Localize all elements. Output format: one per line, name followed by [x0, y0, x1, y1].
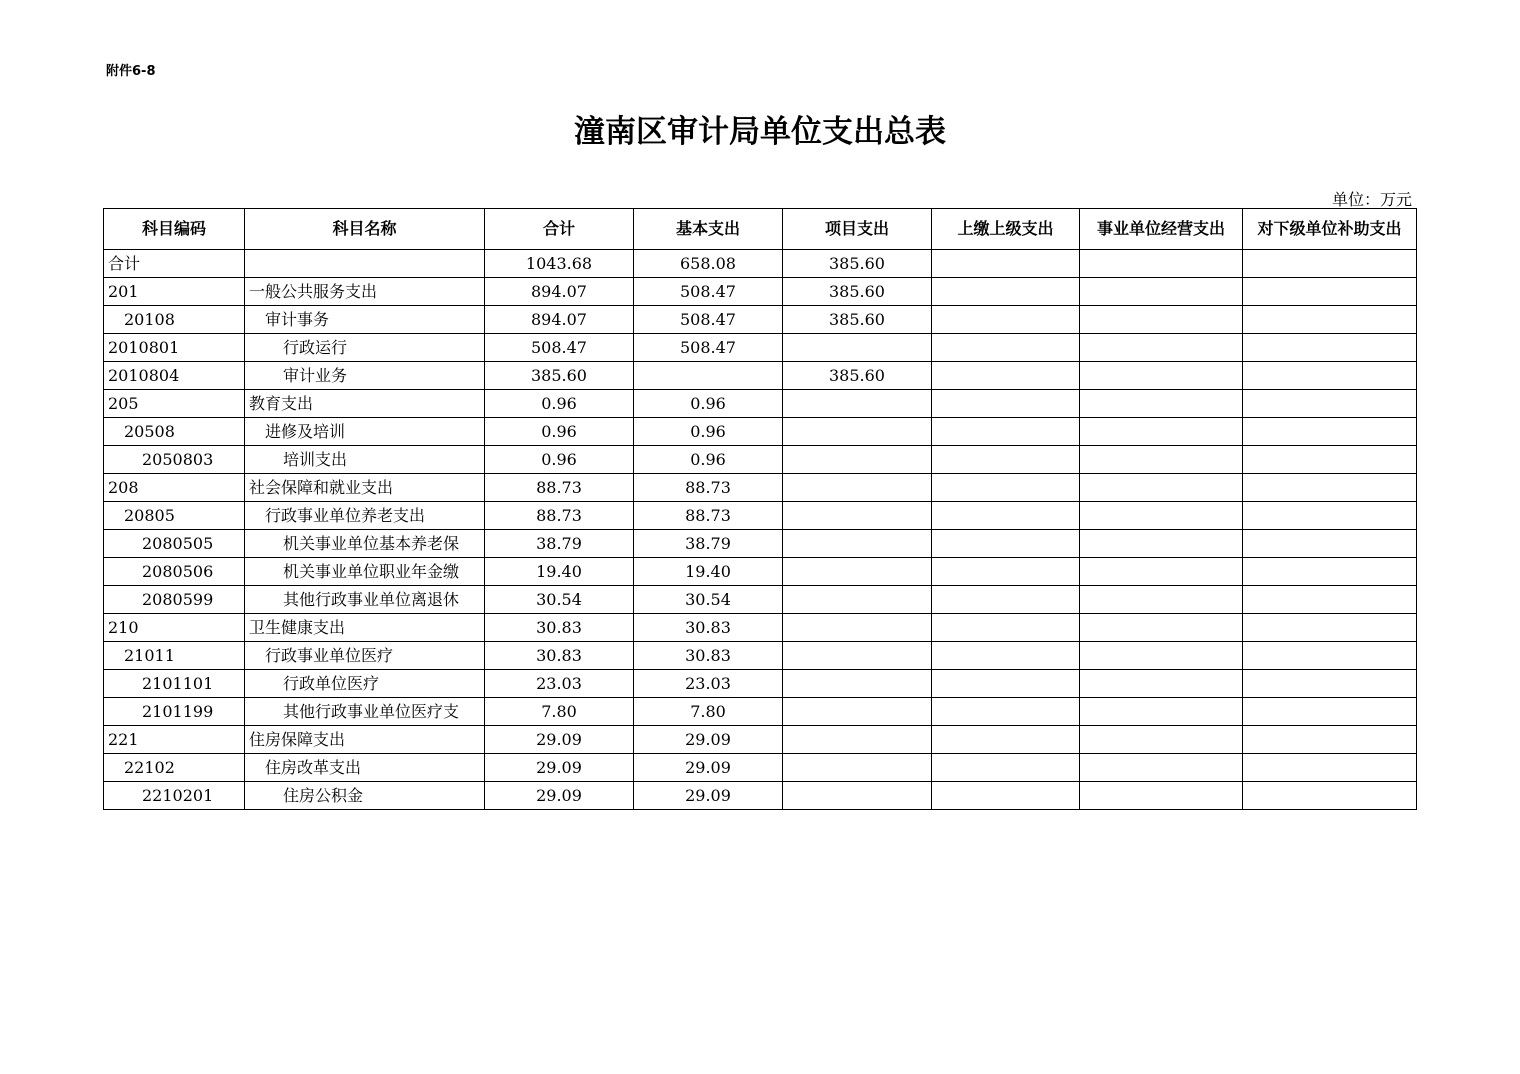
- table-row: [104, 390, 1417, 418]
- cell-total: 385.60: [485, 362, 634, 390]
- cell-upper: [932, 362, 1080, 390]
- table-row: [104, 670, 1417, 698]
- table-row: [104, 250, 1417, 278]
- cell-upper: [932, 390, 1080, 418]
- cell-business: [1080, 278, 1243, 306]
- cell-basic: 29.09: [634, 754, 783, 782]
- cell-basic: 23.03: [634, 670, 783, 698]
- table-row: [104, 306, 1417, 334]
- cell-name: 卫生健康支出: [245, 614, 485, 642]
- cell-basic: 7.80: [634, 698, 783, 726]
- cell-upper: [932, 306, 1080, 334]
- cell-upper: [932, 334, 1080, 362]
- cell-upper: [932, 642, 1080, 670]
- cell-project: [783, 726, 932, 754]
- cell-upper: [932, 250, 1080, 278]
- cell-lower: [1243, 586, 1417, 614]
- cell-total: 30.83: [485, 642, 634, 670]
- cell-upper: [932, 586, 1080, 614]
- header-basic: 基本支出: [634, 209, 783, 250]
- cell-code: 20508: [104, 418, 245, 446]
- cell-lower: [1243, 446, 1417, 474]
- cell-total: 7.80: [485, 698, 634, 726]
- unit-label: 单位：万元: [1331, 190, 1412, 209]
- cell-upper: [932, 754, 1080, 782]
- header-code: 科目编码: [104, 209, 245, 250]
- table-row: [104, 754, 1417, 782]
- cell-lower: [1243, 278, 1417, 306]
- attachment-label: 附件6-8: [106, 64, 156, 79]
- cell-total: 29.09: [485, 726, 634, 754]
- cell-total: 0.96: [485, 446, 634, 474]
- cell-upper: [932, 278, 1080, 306]
- cell-name: 培训支出: [245, 446, 485, 474]
- cell-business: [1080, 698, 1243, 726]
- cell-basic: 508.47: [634, 334, 783, 362]
- cell-code: 2080599: [104, 586, 245, 614]
- cell-business: [1080, 418, 1243, 446]
- cell-name: 机关事业单位基本养老保: [245, 530, 485, 558]
- cell-code: 2101199: [104, 698, 245, 726]
- cell-project: [783, 698, 932, 726]
- cell-total: 19.40: [485, 558, 634, 586]
- cell-project: [783, 642, 932, 670]
- header-lower: 对下级单位补助支出: [1243, 209, 1417, 250]
- cell-name: 其他行政事业单位医疗支: [245, 698, 485, 726]
- cell-upper: [932, 782, 1080, 810]
- cell-business: [1080, 390, 1243, 418]
- header-upper: 上缴上级支出: [932, 209, 1080, 250]
- cell-total: 29.09: [485, 782, 634, 810]
- cell-code: 2010801: [104, 334, 245, 362]
- cell-basic: 508.47: [634, 306, 783, 334]
- cell-business: [1080, 306, 1243, 334]
- cell-code: 2101101: [104, 670, 245, 698]
- cell-lower: [1243, 670, 1417, 698]
- cell-project: [783, 586, 932, 614]
- cell-basic: 19.40: [634, 558, 783, 586]
- cell-business: [1080, 670, 1243, 698]
- cell-lower: [1243, 698, 1417, 726]
- cell-basic: 38.79: [634, 530, 783, 558]
- table-row: [104, 586, 1417, 614]
- cell-code: 208: [104, 474, 245, 502]
- cell-lower: [1243, 642, 1417, 670]
- cell-basic: 30.54: [634, 586, 783, 614]
- cell-basic: 29.09: [634, 782, 783, 810]
- cell-basic: 0.96: [634, 390, 783, 418]
- cell-name: 审计业务: [245, 362, 485, 390]
- cell-lower: [1243, 530, 1417, 558]
- cell-code: 20108: [104, 306, 245, 334]
- cell-basic: 30.83: [634, 642, 783, 670]
- table-row: [104, 446, 1417, 474]
- cell-lower: [1243, 306, 1417, 334]
- cell-lower: [1243, 334, 1417, 362]
- cell-project: [783, 418, 932, 446]
- cell-total: 30.83: [485, 614, 634, 642]
- cell-basic: 88.73: [634, 502, 783, 530]
- cell-name: 住房公积金: [245, 782, 485, 810]
- cell-lower: [1243, 754, 1417, 782]
- cell-project: [783, 502, 932, 530]
- table-row: [104, 614, 1417, 642]
- cell-lower: [1243, 782, 1417, 810]
- cell-upper: [932, 670, 1080, 698]
- cell-total: 30.54: [485, 586, 634, 614]
- expenditure-table: [103, 208, 1417, 810]
- cell-project: 385.60: [783, 250, 932, 278]
- cell-code: 合计: [104, 250, 245, 278]
- cell-upper: [932, 502, 1080, 530]
- table-row: [104, 698, 1417, 726]
- table-body: [104, 250, 1417, 810]
- cell-upper: [932, 474, 1080, 502]
- cell-total: 29.09: [485, 754, 634, 782]
- cell-total: 508.47: [485, 334, 634, 362]
- cell-name: 住房保障支出: [245, 726, 485, 754]
- cell-lower: [1243, 558, 1417, 586]
- cell-upper: [932, 530, 1080, 558]
- cell-name: 一般公共服务支出: [245, 278, 485, 306]
- cell-basic: 29.09: [634, 726, 783, 754]
- cell-total: 0.96: [485, 418, 634, 446]
- cell-total: 1043.68: [485, 250, 634, 278]
- cell-name: 行政事业单位养老支出: [245, 502, 485, 530]
- table-row: [104, 642, 1417, 670]
- cell-business: [1080, 446, 1243, 474]
- cell-upper: [932, 726, 1080, 754]
- cell-business: [1080, 726, 1243, 754]
- cell-code: 201: [104, 278, 245, 306]
- header-business: 事业单位经营支出: [1080, 209, 1243, 250]
- cell-basic: 658.08: [634, 250, 783, 278]
- cell-total: 23.03: [485, 670, 634, 698]
- table-row: [104, 278, 1417, 306]
- cell-business: [1080, 586, 1243, 614]
- cell-business: [1080, 614, 1243, 642]
- cell-business: [1080, 530, 1243, 558]
- cell-lower: [1243, 614, 1417, 642]
- header-name: 科目名称: [245, 209, 485, 250]
- cell-lower: [1243, 502, 1417, 530]
- cell-project: [783, 474, 932, 502]
- cell-name: [245, 250, 485, 278]
- cell-code: 2080506: [104, 558, 245, 586]
- table-row: [104, 726, 1417, 754]
- cell-basic: 0.96: [634, 418, 783, 446]
- cell-project: [783, 614, 932, 642]
- header-total: 合计: [485, 209, 634, 250]
- cell-name: 其他行政事业单位离退休: [245, 586, 485, 614]
- cell-total: 88.73: [485, 502, 634, 530]
- table-row: [104, 558, 1417, 586]
- cell-project: [783, 558, 932, 586]
- cell-business: [1080, 362, 1243, 390]
- table-header-row: [104, 209, 1417, 250]
- cell-code: 2080505: [104, 530, 245, 558]
- cell-total: 894.07: [485, 306, 634, 334]
- cell-code: 20805: [104, 502, 245, 530]
- cell-code: 2050803: [104, 446, 245, 474]
- cell-code: 21011: [104, 642, 245, 670]
- cell-project: [783, 754, 932, 782]
- cell-total: 894.07: [485, 278, 634, 306]
- table-row: [104, 502, 1417, 530]
- cell-business: [1080, 250, 1243, 278]
- cell-project: [783, 446, 932, 474]
- cell-business: [1080, 642, 1243, 670]
- cell-name: 机关事业单位职业年金缴: [245, 558, 485, 586]
- cell-upper: [932, 446, 1080, 474]
- cell-name: 行政事业单位医疗: [245, 642, 485, 670]
- header-project: 项目支出: [783, 209, 932, 250]
- cell-name: 行政单位医疗: [245, 670, 485, 698]
- cell-project: 385.60: [783, 306, 932, 334]
- cell-code: 205: [104, 390, 245, 418]
- table-row: [104, 782, 1417, 810]
- cell-basic: [634, 362, 783, 390]
- cell-lower: [1243, 726, 1417, 754]
- table-row: [104, 530, 1417, 558]
- cell-lower: [1243, 390, 1417, 418]
- cell-project: [783, 782, 932, 810]
- cell-business: [1080, 754, 1243, 782]
- cell-basic: 0.96: [634, 446, 783, 474]
- cell-business: [1080, 502, 1243, 530]
- cell-project: 385.60: [783, 278, 932, 306]
- cell-upper: [932, 558, 1080, 586]
- cell-name: 住房改革支出: [245, 754, 485, 782]
- cell-total: 0.96: [485, 390, 634, 418]
- cell-code: 210: [104, 614, 245, 642]
- table-row: [104, 474, 1417, 502]
- cell-business: [1080, 474, 1243, 502]
- cell-code: 22102: [104, 754, 245, 782]
- cell-lower: [1243, 362, 1417, 390]
- cell-name: 教育支出: [245, 390, 485, 418]
- cell-total: 88.73: [485, 474, 634, 502]
- cell-lower: [1243, 474, 1417, 502]
- cell-basic: 88.73: [634, 474, 783, 502]
- cell-name: 行政运行: [245, 334, 485, 362]
- cell-business: [1080, 782, 1243, 810]
- cell-business: [1080, 334, 1243, 362]
- cell-lower: [1243, 250, 1417, 278]
- cell-name: 审计事务: [245, 306, 485, 334]
- cell-project: [783, 530, 932, 558]
- cell-basic: 30.83: [634, 614, 783, 642]
- cell-name: 进修及培训: [245, 418, 485, 446]
- cell-name: 社会保障和就业支出: [245, 474, 485, 502]
- cell-project: [783, 334, 932, 362]
- cell-lower: [1243, 418, 1417, 446]
- table-row: [104, 334, 1417, 362]
- table-row: [104, 362, 1417, 390]
- page-title: 潼南区审计局单位支出总表: [574, 114, 946, 150]
- cell-project: [783, 390, 932, 418]
- cell-basic: 508.47: [634, 278, 783, 306]
- cell-project: [783, 670, 932, 698]
- cell-code: 2210201: [104, 782, 245, 810]
- cell-code: 221: [104, 726, 245, 754]
- cell-upper: [932, 418, 1080, 446]
- cell-upper: [932, 698, 1080, 726]
- table-row: [104, 418, 1417, 446]
- cell-total: 38.79: [485, 530, 634, 558]
- cell-code: 2010804: [104, 362, 245, 390]
- cell-business: [1080, 558, 1243, 586]
- cell-project: 385.60: [783, 362, 932, 390]
- cell-upper: [932, 614, 1080, 642]
